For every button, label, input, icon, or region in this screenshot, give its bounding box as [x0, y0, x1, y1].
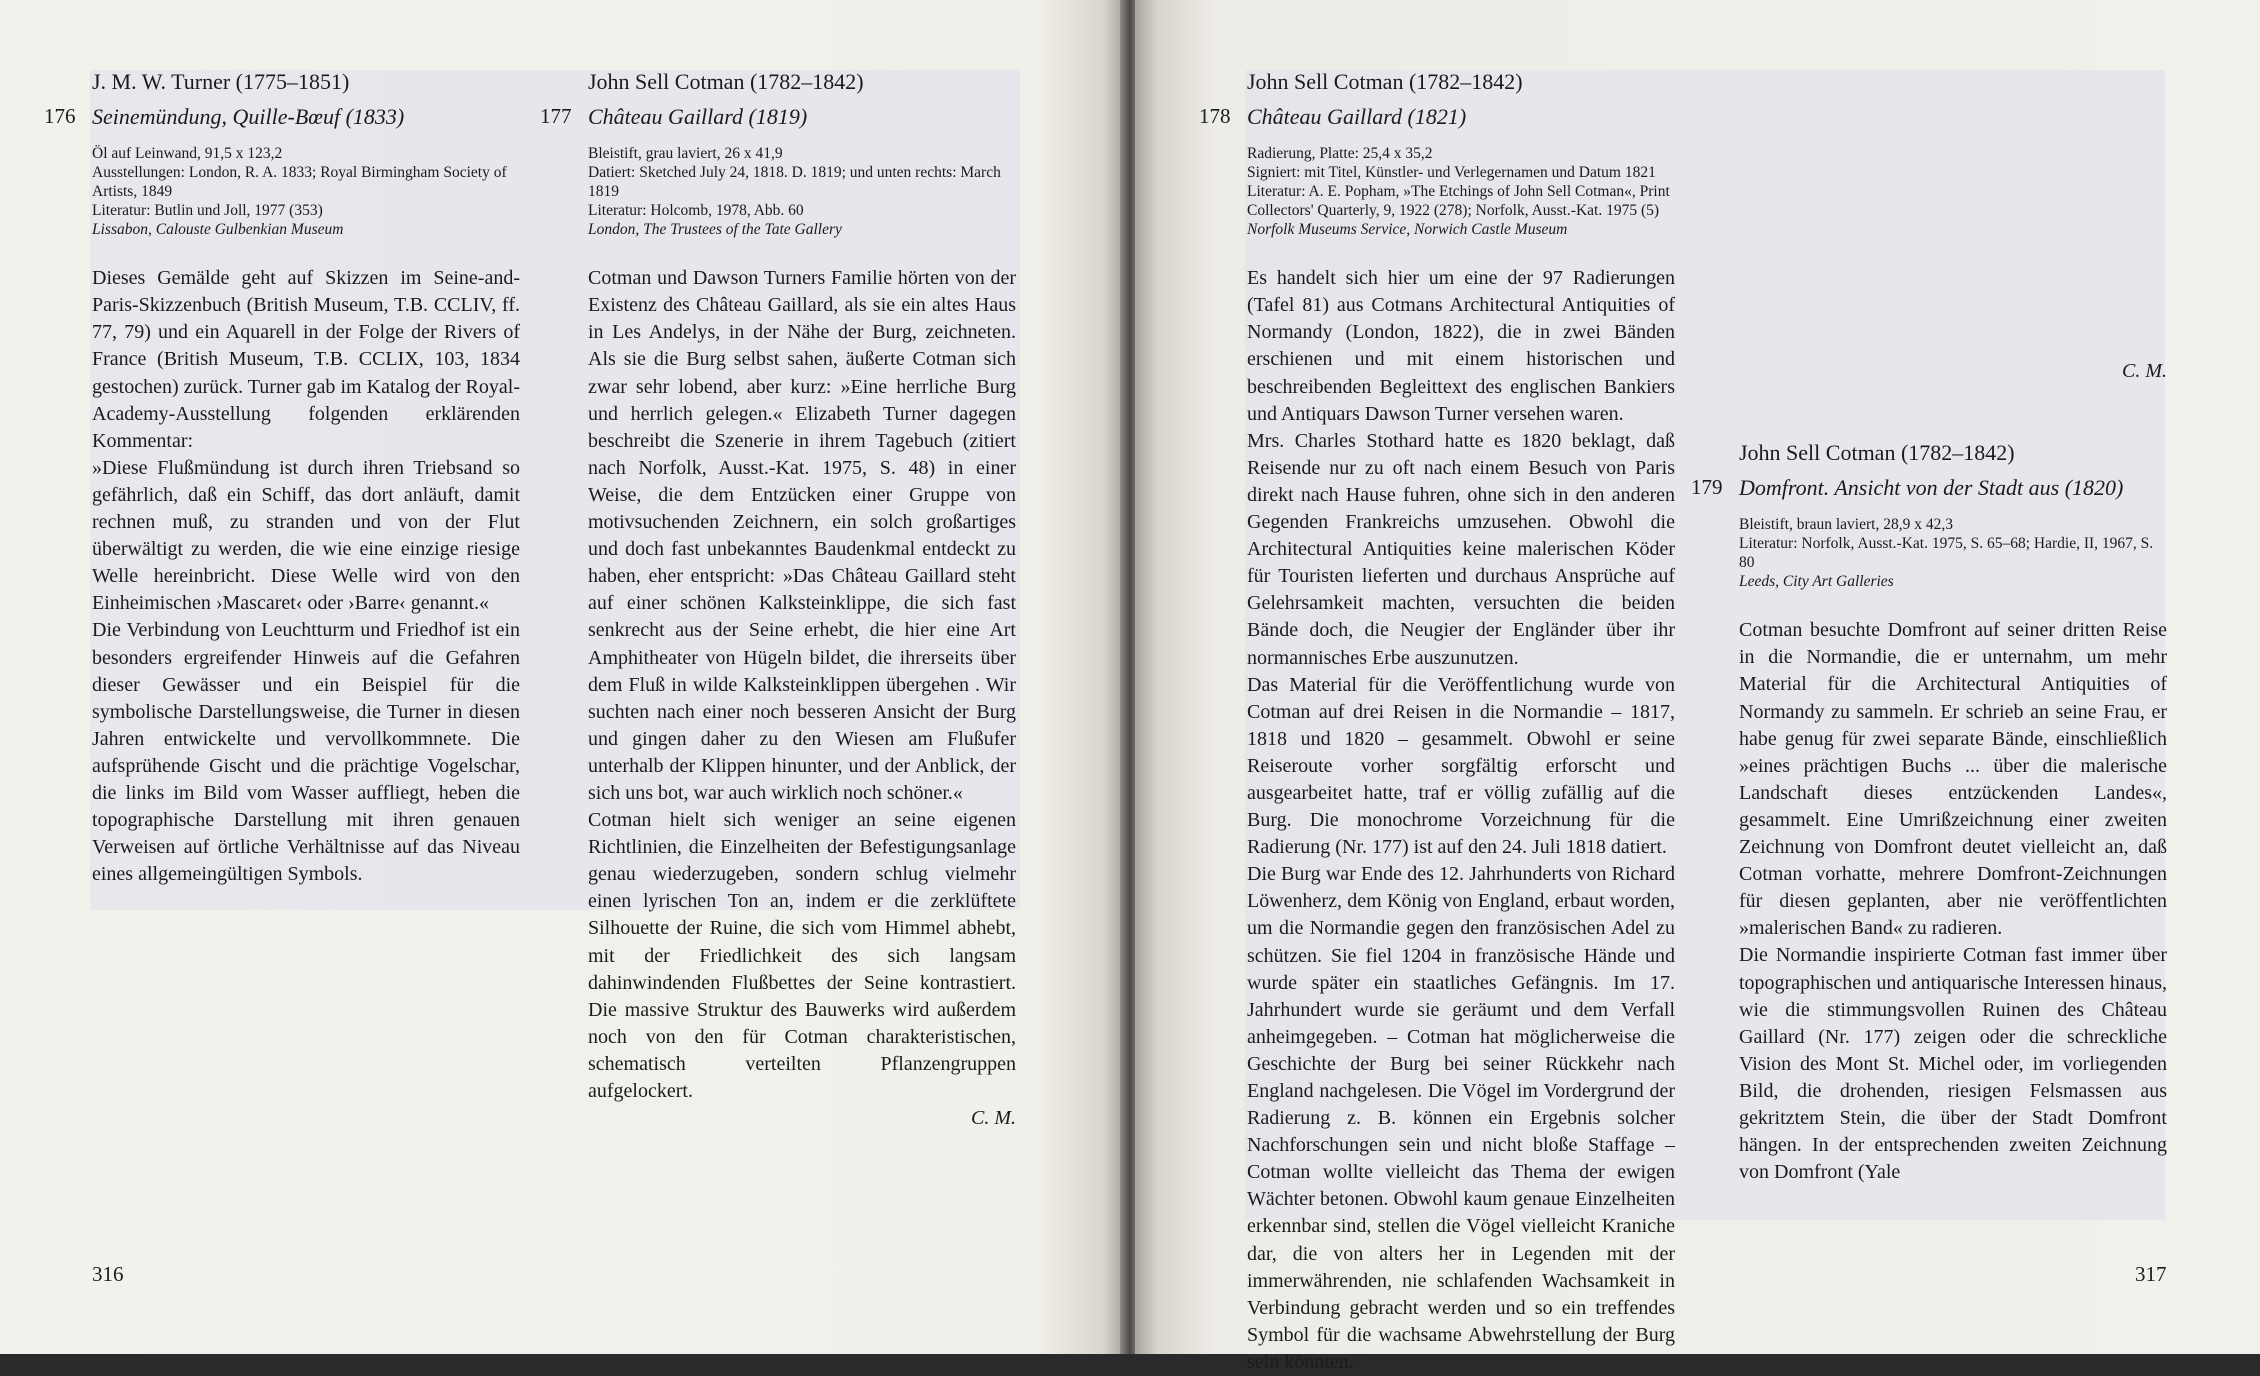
entry-176: [44, 68, 520, 888]
author-initials: C. M.: [971, 1107, 1016, 1130]
entry-title: [1691, 474, 2167, 501]
catalogue-number: 178: [1199, 104, 1231, 129]
artist-heading: J. M. W. Turner (1775–1851): [92, 69, 350, 94]
literature-line: Literatur: Norfolk, Ausst.-Kat. 1975, S. 65–68; Hardie, II, 1967, S. 80: [1739, 535, 2154, 572]
artwork-title: Château Gaillard (1821): [1247, 104, 1467, 130]
entry-178: [1199, 68, 1675, 1376]
paragraph: Dieses Gemälde geht auf Skizzen im Seine-and-Paris-Skizzenbuch (British Museum, T.B. CCLIV, ff. 77, 79) und ein Aquarell in der Folge der Rivers of France (British Museum, T.B. CCLIX, 103, 1834 gestochen) zurück. Turner gab im Katalog der Royal-Academy-Ausstellung folgenden erklärenden Kommentar:: [92, 267, 520, 452]
literature-line: Literatur: Holcomb, 1978, Abb. 60: [588, 202, 804, 220]
paragraph: Mrs. Charles Stothard hatte es 1820 beklagt, daß Reisende nur zu oft nach einem Besuch von Paris direkt nach Hause fuhren, ohne sich in den anderen Gegenden Frankreichs umzusehen. Obwohl die Architectural Antiquities keine malerischen Köder für Touristen lieferten und durchaus Ansprüche auf Gelehrsamkeit machten, versuchten die beiden Bände doch, die Neugier der Engländer über ihr normannisches Erbe auszunutzen.: [1247, 429, 1675, 669]
collection-line: Lissabon, Calouste Gulbenkian Museum: [92, 221, 344, 239]
collection-line: Norfolk Museums Service, Norwich Castle Museum: [1247, 221, 1568, 239]
entry-title: [1199, 103, 1675, 130]
paragraph: Die Verbindung von Leuchtturm und Friedhof ist ein besonders ergreifender Hinweis auf die Gefahren dieser Gewässer und ein Beispiel für die symbolische Darstellungsweise, die Turner in diesen Jahren entwickelte und vervollkommnete. Die aufsprühende Gischt und die prächtige Vogelschar, die links im Bild vom Wasser auffliegt, heben die topographische Darstellung mit ihren genauen Verweisen auf örtliche Verhältnisse auf das Niveau eines allgemeingültigen Symbols.: [92, 619, 520, 886]
artwork-details: [92, 144, 520, 239]
artwork-title: Domfront. Ansicht von der Stadt aus (1820): [1739, 475, 2124, 501]
artwork-details: [588, 144, 1016, 239]
catalogue-number: 177: [540, 104, 572, 129]
entry-title: [540, 103, 1016, 130]
paragraph: Es handelt sich hier um eine der 97 Radierungen (Tafel 81) aus Cotmans Architectural Antiquities of Normandy (London, 1822), die in zwei Bänden erschienen und mit einem historischen und beschreibenden Begleittext des englischen Bankiers und Antiquars Dawson Turner versehen waren.: [1247, 267, 1675, 425]
medium-line: Bleistift, braun laviert, 28,9 x 42,3: [1739, 516, 1953, 534]
paragraph: Die Normandie inspirierte Cotman fast immer über topographischen und antiquarische Interessen hinaus, wie die stimmungsvollen Ruinen des Château Gaillard (Nr. 177) zeigen oder die schreckliche Vision des Mont St. Michel oder, im vorliegenden Bild, die drohenden, riesigen Felsmassen aus gekritztem Stein, die über der Stadt Domfront hängen. In der entsprechenden zweiten Zeichnung von Domfront (Yale: [1739, 944, 2167, 1184]
catalogue-number: 179: [1691, 475, 1723, 500]
paragraph: Das Material für die Veröffentlichung wurde von Cotman auf drei Reisen in die Normandie – 1817, 1818 und 1820 – gesammelt. Obwohl er seine Reiseroute vorher sorgfältig erforscht und ausgearbeitet hatte, traf er völlig zufällig auf die Burg. Die monochrome Vorzeichnung für die Radierung (Nr. 177) ist auf den 24. Juli 1818 datiert.: [1247, 673, 1675, 859]
paragraph: Cotman hielt sich weniger an seine eigenen Richtlinien, die Einzelheiten der Befestigungsanlage genau wiederzugeben, sondern schlug vielmehr einen lyrischen Ton an, indem er die zerklüftete Silhouette der Ruine, die sich vom Himmel abhebt, mit der Friedlichkeit des sich langsam dahinwindenden Flußbettes der Seine kontrastiert. Die massive Struktur des Bauwerks wird außerdem noch von den für Cotman charakteristischen, schematisch verteilten Pflanzengruppen aufgelockert.: [588, 809, 1016, 1102]
entry-text: [92, 265, 520, 888]
artist-heading: John Sell Cotman (1782–1842): [1739, 440, 2015, 466]
artist-heading: John Sell Cotman (1782–1842): [1247, 69, 1523, 94]
catalogue-number: 176: [44, 104, 76, 129]
dated-line: Datiert: Sketched July 24, 1818. D. 1819; und unten rechts: March 1819: [588, 164, 1001, 201]
paragraph: Cotman besuchte Domfront auf seiner dritten Reise in die Normandie, die er unternahm, um mehr Material für die Architectural Antiquities of Normandy zu sammeln. Er schrieb an seine Frau, er habe genug für zwei separate Bände, einschließlich »eines prächtigen Buchs ... über die malerische Landschaft dieses entzückenden Landes«, gesammelt. Eine Umrißzeichnung einer zweiten Zeichnung von Domfront deutet vielleicht an, daß Cotman vorhatte, mehrere Domfront-Zeichnungen für diesen geplanten, aber nie veröffentlichten »malerischen Band« zu radieren.: [1739, 619, 2167, 940]
collection-line: London, The Trustees of the Tate Gallery: [588, 221, 842, 239]
artwork-details: [1247, 144, 1675, 239]
artwork-title: Château Gaillard (1819): [588, 104, 808, 130]
literature-line: Literatur: A. E. Popham, »The Etchings of John Sell Cotman«, Print Collectors' Quarterly, 9, 1922 (278); Norfolk, Ausst.-Kat. 1975 (5): [1247, 183, 1670, 220]
paragraph: Cotman und Dawson Turners Familie hörten von der Existenz des Château Gaillard, als sie ein altes Haus in Les Andelys, in der Nähe der Burg, zeichneten. Als sie die Burg selbst sahen, äußerte Cotman sich zwar sehr lobend, aber kurz: »Eine herrliche Burg und herrlich gelegen.« Elizabeth Turner dagegen beschreibt die Szenerie in ihrem Tagebuch (zitiert nach Norfolk, Ausst.-Kat. 1975, S. 48) in einer Weise, die dem Entzücken einer Gruppe von motivsuchenden Zeichnern, ein solch großartiges und doch fast unbekanntes Baudenkmal entdeckt zu haben, eher entspricht: »Das Château Gaillard steht auf einer schönen Kalksteinklippe, die sich fast senkrecht aus der Seine erhebt, die hier eine Art Amphitheater von Hügeln bildet, die ihrerseits über dem Fluß in wilde Kalksteinklippen übergehen . Wir suchten nach einer noch besseren Ansicht der Burg und gingen daher zu den Wiesen am Flußufer unterhalb der Klippen hinunter, und der Anblick, der sich uns bot, war auch wirklich noch schöner.«: [588, 267, 1016, 804]
literature-line: Literatur: Butlin und Joll, 1977 (353): [92, 202, 323, 220]
artist-heading: John Sell Cotman (1782–1842): [588, 69, 864, 94]
medium-line: Bleistift, grau laviert, 26 x 41,9: [588, 145, 783, 163]
exhibitions-line: Ausstellungen: London, R. A. 1833; Royal Birmingham Society of Artists, 1849: [92, 164, 507, 201]
entry-text: [588, 265, 1016, 1132]
medium-line: Radierung, Platte: 25,4 x 35,2: [1247, 145, 1433, 163]
entry-177: [540, 68, 1016, 1132]
paragraph: Die Burg war Ende des 12. Jahrhunderts von Richard Löwenherz, dem König von England, erbaut worden, um die Normandie gegen den französischen Adel zu schützen. Sie fiel 1204 in französische Hände und wurde später ein staatliches Gefängnis. Im 17. Jahrhundert wurde sie geräumt und dem Verfall anheimgegeben. – Cotman hat möglicherweise die Geschichte der Burg bei seiner Rückkehr nach England nachgelesen. Die Vögel im Vordergrund der Radierung z. B. können ein Ergebnis solcher Nachforschungen sein und nicht bloße Staffage – Cotman wollte vielleicht das Thema der ewigen Wächter betonen. Obwohl kaum genaue Einzelheiten erkennbar sind, stellen die Vögel vielleicht Kraniche dar, die von alters her in Legenden mit der immerwährenden, nie schlafenden Wachsamkeit in Verbindung gebracht werden und so ein treffendes Symbol für die wachsame Abwehrstellung der Burg sein könnten.: [1247, 863, 1675, 1373]
signed-line: Signiert: mit Titel, Künstler- und Verlegernamen und Datum 1821: [1247, 164, 1656, 182]
medium-line: Öl auf Leinwand, 91,5 x 123,2: [92, 145, 283, 163]
right-page: [1135, 0, 2260, 1373]
entry-text: [1247, 265, 1675, 1376]
left-page: [0, 0, 1125, 1354]
artwork-details: [1739, 515, 2167, 591]
page-number: 317: [2135, 1262, 2167, 1286]
entry-title: [44, 103, 520, 130]
paragraph: »Diese Flußmündung ist durch ihren Triebsand so gefährlich, daß ein Schiff, das dort anläuft, damit rechnen muß, zu stranden und von der Flut überwältigt zu werden, die wie eine einzige riesige Welle hereinbricht. Diese Welle wird von den Einheimischen ›Mascaret‹ oder ›Barre‹ genannt.«: [92, 456, 520, 615]
entry-text: [1739, 617, 2167, 1186]
page-number: 316: [92, 1262, 124, 1286]
author-initials: C. M.: [2122, 360, 2167, 382]
collection-line: Leeds, City Art Galleries: [1739, 573, 1894, 591]
artwork-title: Seinemündung, Quille-Bœuf (1833): [92, 104, 405, 130]
entry-179-column: [1691, 68, 2167, 1186]
